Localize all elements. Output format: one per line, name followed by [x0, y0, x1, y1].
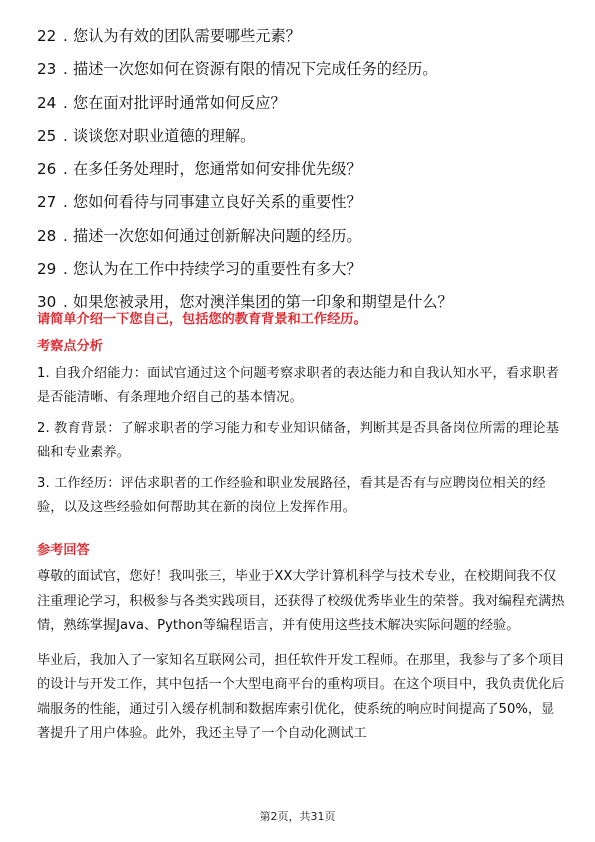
question-list — [37, 20, 567, 320]
question-text: 在多任务处理时，您通常如何安排优先级？ — [73, 160, 362, 179]
question-number: 24 — [37, 93, 57, 112]
analysis-heading: 考察点分析 — [37, 339, 103, 354]
featured-question-title: 请简单介绍一下您自己，包括您的教育背景和工作经历。 — [37, 312, 367, 327]
question-text: 您认为有效的团队需要哪些元素？ — [73, 27, 301, 45]
analysis-item: 3. 工作经历：评估求职者的工作经验和职业发展路径，看其是否有与应聘岗位相关的经验，以及这些经验如何帮助其在新的岗位上发挥作用。 — [37, 476, 546, 515]
question-item: 30 . 如果您被录用，您对澳洋集团的第一印象和期望是什么？ — [37, 286, 567, 319]
question-text: 描述一次您如何在资源有限的情况下完成任务的经历。 — [73, 60, 438, 79]
answer-section — [37, 565, 567, 757]
question-text: 谈谈您对职业道德的理解。 — [73, 126, 256, 145]
question-item: 23 . 描述一次您如何在资源有限的情况下完成任务的经历。 — [37, 53, 567, 86]
question-item: 26 . 在多任务处理时，您通常如何安排优先级？ — [37, 153, 567, 186]
analysis-section — [37, 362, 567, 527]
question-number: 29 — [37, 260, 57, 279]
question-number: 26 — [37, 160, 57, 179]
question-text: 您在面对批评时通常如何反应？ — [73, 93, 286, 112]
question-item: 24 . 您在面对批评时通常如何反应？ — [37, 87, 567, 120]
analysis-item: 1. 自我介绍能力：面试官通过这个问题考察求职者的表达能力和自我认知水平，看求职者是否能清晰、有条理地介绍自己的基本情况。 — [37, 366, 559, 405]
answer-paragraph: 尊敬的面试官，您好！我叫张三，毕业于XX大学计算机科学与技术专业，在校期间我不仅注重理论学习，积极参与各类实践项目，还获得了校级优秀毕业生的荣誉。我对编程充满热情，熟练掌握Java、Python等编程语言，并有使用这些技术解决实际问题的经验。 — [37, 569, 565, 633]
question-number: 28 — [37, 226, 57, 245]
question-number: 25 — [37, 126, 57, 145]
analysis-item: 2. 教育背景：了解求职者的学习能力和专业知识储备，判断其是否具备岗位所需的理论基础和专业素养。 — [37, 421, 559, 460]
question-number: 22 — [37, 27, 57, 45]
question-item: 29 . 您认为在工作中持续学习的重要性有多大？ — [37, 253, 567, 286]
question-text: 如果您被录用，您对澳洋集团的第一印象和期望是什么？ — [73, 293, 453, 312]
question-item: 28 . 描述一次您如何通过创新解决问题的经历。 — [37, 220, 567, 253]
question-number: 30 — [37, 293, 57, 312]
answer-heading: 参考回答 — [37, 543, 90, 558]
question-number: 23 — [37, 60, 57, 79]
answer-paragraph: 毕业后，我加入了一家知名互联网公司，担任软件开发工程师。在那里，我参与了多个项目的设计与开发工作，其中包括一个大型电商平台的重构项目。在这个项目中，我负责优化后端服务的性能，通过引入缓存机制和数据库索引优化，使系统的响应时间提高了50%，显著提升了用户体验。此外，我还主导了一个自动化测试工 — [37, 652, 565, 741]
question-item: 27 . 您如何看待与同事建立良好关系的重要性？ — [37, 186, 567, 219]
page-footer: 第2页，共31页 — [259, 810, 336, 823]
question-text: 您认为在工作中持续学习的重要性有多大？ — [73, 260, 362, 279]
question-text: 描述一次您如何通过创新解决问题的经历。 — [73, 226, 362, 245]
question-item: 25 . 谈谈您对职业道德的理解。 — [37, 120, 567, 153]
question-number: 27 — [37, 193, 57, 212]
question-item: 22 . 您认为有效的团队需要哪些元素？ — [37, 20, 567, 53]
question-text: 您如何看待与同事建立良好关系的重要性？ — [73, 193, 362, 212]
